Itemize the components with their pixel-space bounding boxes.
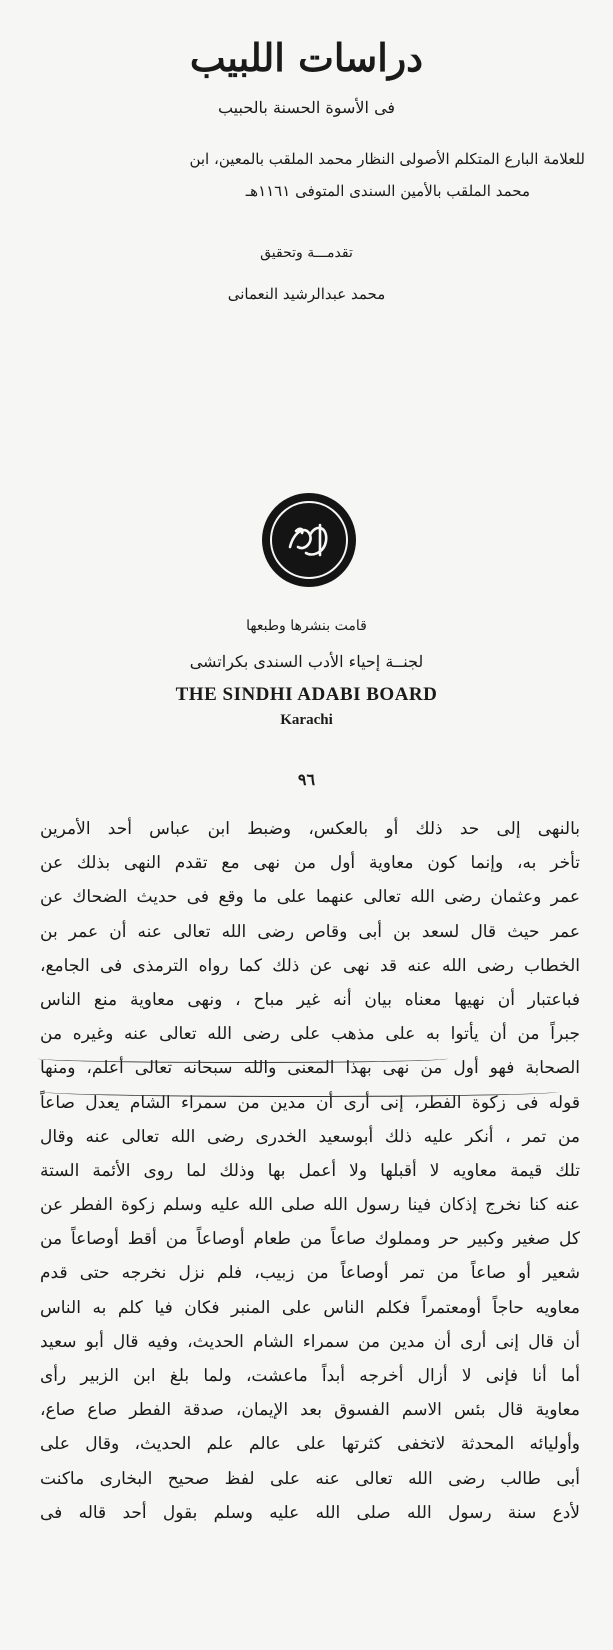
intro-label: تقدمـــة وتحقيق (260, 245, 353, 261)
text-line: بالنهى إلى حد ذلك أو بالعكس، وضبط ابن عباس أحد الأمرين (40, 819, 580, 839)
publisher-note: قامت بنشرها وطبعها (246, 618, 367, 634)
text-line: الخطاب رضى الله عنه قد نهى عن ذلك كما رواه الترمذى فى الجامع، (40, 955, 580, 976)
text-line: شعير أو صاعاً من تمر أوصاعاً من زبيب، فلم نزل نخرجه حتى قدم (40, 1263, 580, 1284)
page-number: ٩٦ (297, 770, 316, 789)
text-line: جبراً من أن يأتوا به على مذهب على رضى الله تعالى عنه وغيره من (40, 1024, 580, 1045)
text-line: معاويه حاجاً أومعتمراً فكلم الناس على المنبر فكان فيا كلم به الناس (40, 1297, 580, 1318)
body-text (40, 812, 580, 1530)
text-line: أما أنا فإنى لا أزال أخرجه أبداً ماعشت، ولما بلغ ابن الزبير رأى (40, 1366, 580, 1386)
publisher-name-english: THE SINDHI ADABI BOARD (175, 684, 438, 705)
author-line-2: محمد الملقب بالأمين السندى المتوفى ١١٦١هـ (245, 182, 530, 200)
text-line: وأوليائه المحدثة لاتخفى كثرتها على عالم علم الحديث، وقال على (40, 1434, 580, 1455)
publisher-name-arabic: لجنــة إحياء الأدب السندى بكراتشى (189, 652, 424, 671)
text-line: عمر حيث قال لسعد بن أبى وقاص رضى الله تعالى عنه أن عمر بن (40, 921, 580, 942)
text-line: لأدع سنة رسول الله صلى الله عليه وسلم بقول أحد قاله فى (40, 1502, 580, 1523)
book-subtitle: فى الأسوة الحسنة بالحبيب (217, 98, 396, 117)
publisher-seal-logo (262, 493, 356, 587)
book-title: دراسات اللبيب (189, 35, 424, 80)
text-line: أن قال إنى أرى أن مدين من سمراء الشام الحديث، وفيه قال أبو سعيد (40, 1331, 580, 1352)
text-line: تأخر به، وإنما كون معاوية أول من نهى مع تقدم النهى بذلك عن (40, 853, 580, 874)
text-line: أبى طالب رضى الله تعالى عنه على لفظ صحيح البخارى ماكنت (40, 1468, 580, 1489)
text-line: معاوية قال بئس الاسم الفسوق بعد الإيمان، صدقة الفطر صاع صاع، (40, 1400, 580, 1421)
seal-emblem (276, 507, 342, 573)
author-line-1: للعلامة البارع المتكلم الأصولى النظار محمد الملقب بالمعين، ابن (189, 150, 585, 168)
text-line: كل صغير وكبير حر ومملوك صاعاً من طعام أوصاعاً من أقط أوصاعاً من (40, 1229, 580, 1250)
handwritten-underline (38, 1054, 448, 1063)
handwritten-underline (40, 1086, 560, 1097)
editor-name: محمد عبدالرشيد النعمانى (227, 285, 386, 303)
text-line: قوله فى زكوة الفطر، إنى أرى أن مدين من سمراء الشام يعدل صاعاً (40, 1092, 580, 1113)
text-line: عنه كنا نخرج إذكان فينا رسول الله صلى الله عليه وسلم زكوة الفطر عن (40, 1195, 580, 1216)
text-line: فباعتبار أن نهيها معناه بيان أنه غير مباح ، ونهى معاوية منع الناس (40, 989, 580, 1010)
text-line: الصحابة فهو أول من نهى بهذا المعنى والله سبحانه تعالى أعلم، ومنها (40, 1058, 580, 1079)
calligraphy-icon (276, 507, 342, 573)
text-line: تلك قيمة معاويه لا أقبلها ولا أعمل بها وذلك لما روى الأئمة الستة (40, 1160, 580, 1181)
text-line: من تمر ، أنكر عليه ذلك أبوسعيد الخدرى رضى الله تعالى عنه وقال (40, 1126, 580, 1147)
publisher-city: Karachi (280, 712, 333, 728)
text-line: عمر وعثمان رضى الله تعالى عنهما على ما وقع فى حديث الضحاك عن (40, 887, 580, 908)
